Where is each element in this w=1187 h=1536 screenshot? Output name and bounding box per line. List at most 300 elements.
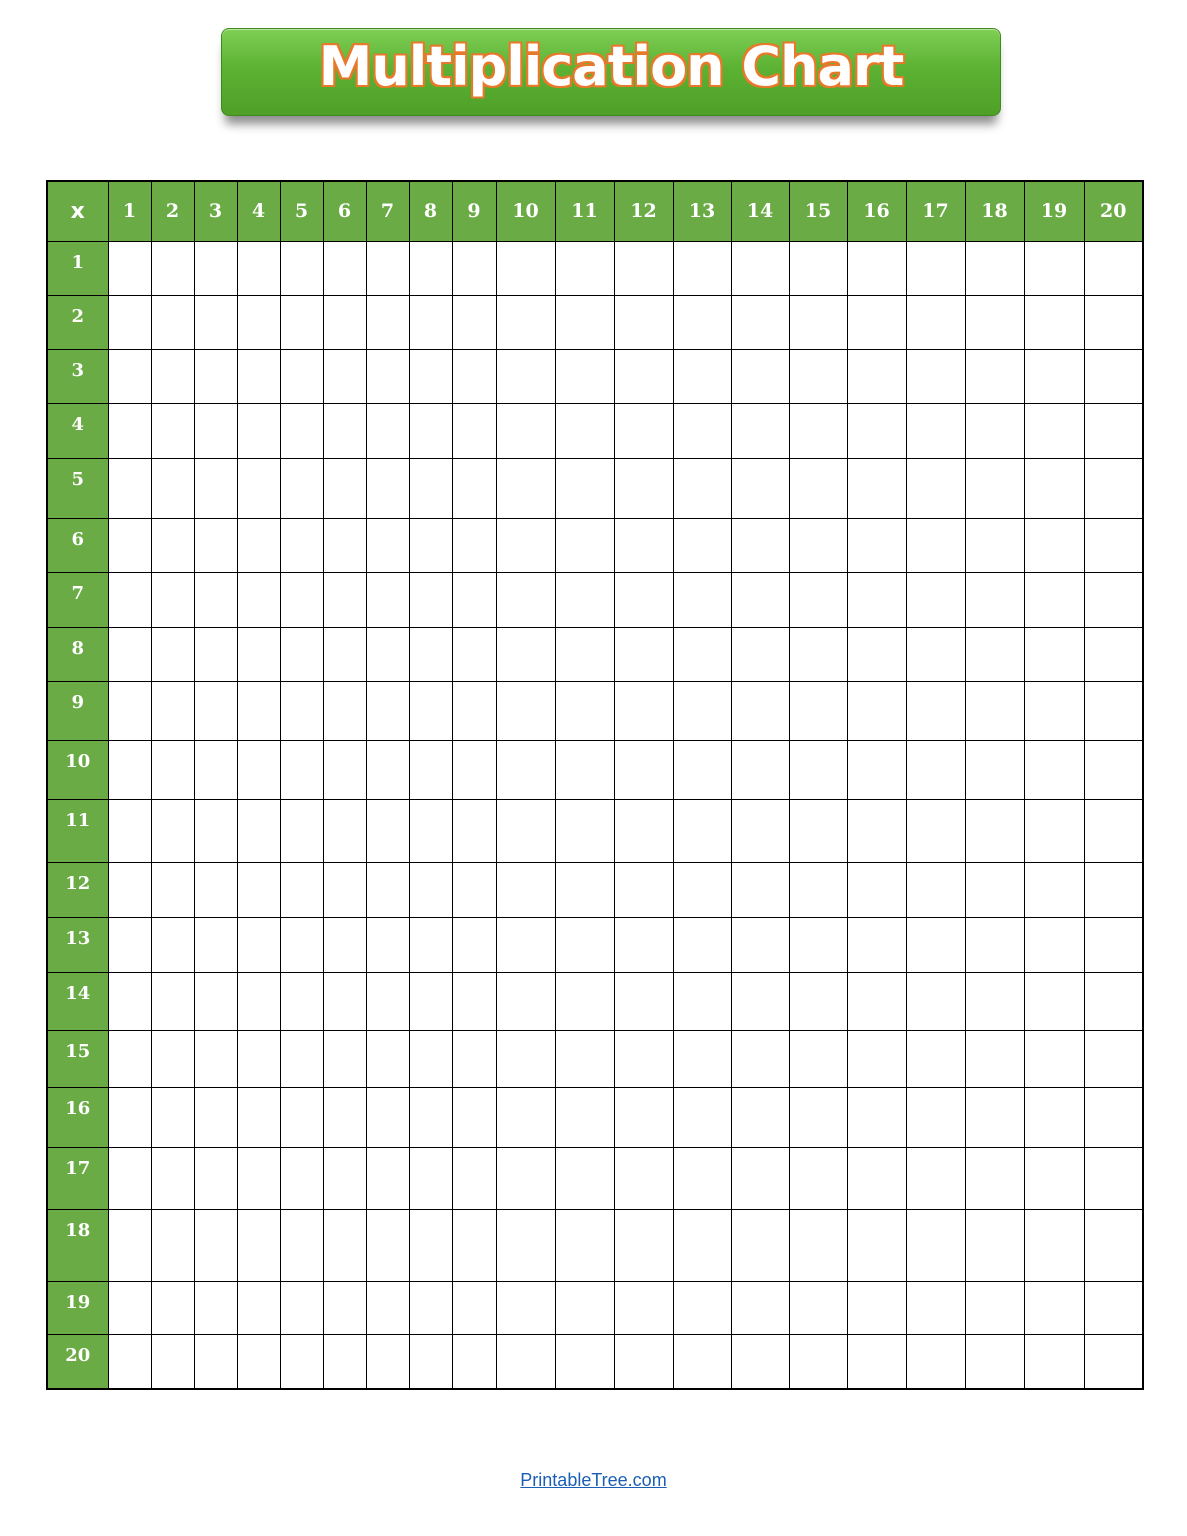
- answer-cell[interactable]: [496, 917, 555, 972]
- answer-cell[interactable]: [237, 681, 280, 740]
- answer-cell[interactable]: [496, 862, 555, 917]
- answer-cell[interactable]: [673, 573, 731, 627]
- answer-cell[interactable]: [673, 1281, 731, 1334]
- answer-cell[interactable]: [731, 1030, 789, 1087]
- answer-cell[interactable]: [555, 458, 614, 518]
- answer-cell[interactable]: [555, 1148, 614, 1210]
- answer-cell[interactable]: [108, 1210, 151, 1281]
- answer-cell[interactable]: [452, 862, 496, 917]
- answer-cell[interactable]: [496, 573, 555, 627]
- answer-cell[interactable]: [194, 1281, 237, 1334]
- answer-cell[interactable]: [151, 800, 194, 862]
- answer-cell[interactable]: [847, 1335, 906, 1389]
- answer-cell[interactable]: [237, 1148, 280, 1210]
- answer-cell[interactable]: [614, 1148, 673, 1210]
- answer-cell[interactable]: [1024, 1210, 1084, 1281]
- answer-cell[interactable]: [555, 404, 614, 458]
- answer-cell[interactable]: [1024, 1335, 1084, 1389]
- answer-cell[interactable]: [280, 917, 323, 972]
- answer-cell[interactable]: [1024, 681, 1084, 740]
- answer-cell[interactable]: [614, 681, 673, 740]
- answer-cell[interactable]: [1024, 1087, 1084, 1147]
- answer-cell[interactable]: [496, 404, 555, 458]
- answer-cell[interactable]: [965, 1087, 1024, 1147]
- answer-cell[interactable]: [614, 350, 673, 404]
- answer-cell[interactable]: [237, 627, 280, 681]
- answer-cell[interactable]: [366, 800, 409, 862]
- answer-cell[interactable]: [1024, 295, 1084, 349]
- answer-cell[interactable]: [366, 573, 409, 627]
- answer-cell[interactable]: [789, 1281, 847, 1334]
- answer-cell[interactable]: [151, 458, 194, 518]
- answer-cell[interactable]: [906, 741, 965, 800]
- answer-cell[interactable]: [555, 573, 614, 627]
- answer-cell[interactable]: [965, 800, 1024, 862]
- answer-cell[interactable]: [614, 458, 673, 518]
- answer-cell[interactable]: [108, 458, 151, 518]
- answer-cell[interactable]: [731, 627, 789, 681]
- answer-cell[interactable]: [614, 917, 673, 972]
- answer-cell[interactable]: [409, 404, 452, 458]
- answer-cell[interactable]: [673, 1087, 731, 1147]
- answer-cell[interactable]: [194, 917, 237, 972]
- answer-cell[interactable]: [731, 573, 789, 627]
- answer-cell[interactable]: [366, 458, 409, 518]
- answer-cell[interactable]: [366, 295, 409, 349]
- answer-cell[interactable]: [673, 241, 731, 295]
- answer-cell[interactable]: [731, 862, 789, 917]
- answer-cell[interactable]: [789, 917, 847, 972]
- answer-cell[interactable]: [237, 1281, 280, 1334]
- answer-cell[interactable]: [452, 241, 496, 295]
- answer-cell[interactable]: [366, 1087, 409, 1147]
- answer-cell[interactable]: [496, 1335, 555, 1389]
- answer-cell[interactable]: [965, 350, 1024, 404]
- answer-cell[interactable]: [673, 681, 731, 740]
- answer-cell[interactable]: [323, 518, 366, 572]
- answer-cell[interactable]: [847, 741, 906, 800]
- answer-cell[interactable]: [789, 741, 847, 800]
- answer-cell[interactable]: [108, 741, 151, 800]
- answer-cell[interactable]: [731, 1335, 789, 1389]
- answer-cell[interactable]: [496, 1148, 555, 1210]
- answer-cell[interactable]: [614, 295, 673, 349]
- answer-cell[interactable]: [409, 458, 452, 518]
- answer-cell[interactable]: [108, 404, 151, 458]
- answer-cell[interactable]: [323, 458, 366, 518]
- answer-cell[interactable]: [1084, 1335, 1143, 1389]
- answer-cell[interactable]: [673, 1148, 731, 1210]
- answer-cell[interactable]: [409, 800, 452, 862]
- answer-cell[interactable]: [280, 458, 323, 518]
- answer-cell[interactable]: [409, 1030, 452, 1087]
- answer-cell[interactable]: [280, 1281, 323, 1334]
- answer-cell[interactable]: [237, 295, 280, 349]
- answer-cell[interactable]: [323, 1087, 366, 1147]
- answer-cell[interactable]: [194, 973, 237, 1030]
- footer-link[interactable]: PrintableTree.com: [520, 1470, 667, 1490]
- answer-cell[interactable]: [965, 404, 1024, 458]
- answer-cell[interactable]: [906, 458, 965, 518]
- answer-cell[interactable]: [194, 862, 237, 917]
- answer-cell[interactable]: [555, 917, 614, 972]
- answer-cell[interactable]: [614, 1210, 673, 1281]
- answer-cell[interactable]: [965, 681, 1024, 740]
- answer-cell[interactable]: [452, 295, 496, 349]
- answer-cell[interactable]: [366, 973, 409, 1030]
- answer-cell[interactable]: [789, 681, 847, 740]
- answer-cell[interactable]: [789, 1210, 847, 1281]
- answer-cell[interactable]: [789, 573, 847, 627]
- answer-cell[interactable]: [151, 1148, 194, 1210]
- answer-cell[interactable]: [847, 973, 906, 1030]
- answer-cell[interactable]: [1084, 350, 1143, 404]
- answer-cell[interactable]: [731, 1281, 789, 1334]
- answer-cell[interactable]: [789, 862, 847, 917]
- answer-cell[interactable]: [614, 741, 673, 800]
- answer-cell[interactable]: [323, 404, 366, 458]
- answer-cell[interactable]: [906, 1210, 965, 1281]
- answer-cell[interactable]: [323, 681, 366, 740]
- answer-cell[interactable]: [151, 627, 194, 681]
- answer-cell[interactable]: [280, 350, 323, 404]
- answer-cell[interactable]: [366, 350, 409, 404]
- answer-cell[interactable]: [237, 862, 280, 917]
- answer-cell[interactable]: [280, 627, 323, 681]
- answer-cell[interactable]: [280, 1210, 323, 1281]
- answer-cell[interactable]: [673, 741, 731, 800]
- answer-cell[interactable]: [965, 862, 1024, 917]
- answer-cell[interactable]: [496, 518, 555, 572]
- answer-cell[interactable]: [965, 973, 1024, 1030]
- answer-cell[interactable]: [847, 458, 906, 518]
- answer-cell[interactable]: [906, 350, 965, 404]
- answer-cell[interactable]: [555, 295, 614, 349]
- answer-cell[interactable]: [847, 241, 906, 295]
- answer-cell[interactable]: [1084, 741, 1143, 800]
- answer-cell[interactable]: [409, 295, 452, 349]
- answer-cell[interactable]: [237, 518, 280, 572]
- answer-cell[interactable]: [731, 1087, 789, 1147]
- answer-cell[interactable]: [1084, 917, 1143, 972]
- answer-cell[interactable]: [1024, 573, 1084, 627]
- answer-cell[interactable]: [673, 862, 731, 917]
- answer-cell[interactable]: [452, 518, 496, 572]
- answer-cell[interactable]: [323, 1335, 366, 1389]
- answer-cell[interactable]: [237, 1087, 280, 1147]
- answer-cell[interactable]: [555, 681, 614, 740]
- answer-cell[interactable]: [409, 741, 452, 800]
- answer-cell[interactable]: [194, 573, 237, 627]
- answer-cell[interactable]: [452, 973, 496, 1030]
- answer-cell[interactable]: [151, 973, 194, 1030]
- answer-cell[interactable]: [1084, 518, 1143, 572]
- answer-cell[interactable]: [731, 1148, 789, 1210]
- answer-cell[interactable]: [108, 1148, 151, 1210]
- answer-cell[interactable]: [452, 458, 496, 518]
- answer-cell[interactable]: [1024, 627, 1084, 681]
- answer-cell[interactable]: [555, 1087, 614, 1147]
- answer-cell[interactable]: [280, 800, 323, 862]
- answer-cell[interactable]: [965, 627, 1024, 681]
- answer-cell[interactable]: [237, 1210, 280, 1281]
- answer-cell[interactable]: [1024, 518, 1084, 572]
- answer-cell[interactable]: [108, 862, 151, 917]
- answer-cell[interactable]: [194, 1210, 237, 1281]
- answer-cell[interactable]: [108, 681, 151, 740]
- answer-cell[interactable]: [1024, 800, 1084, 862]
- answer-cell[interactable]: [194, 1030, 237, 1087]
- answer-cell[interactable]: [452, 1087, 496, 1147]
- answer-cell[interactable]: [237, 458, 280, 518]
- answer-cell[interactable]: [108, 295, 151, 349]
- answer-cell[interactable]: [789, 1030, 847, 1087]
- answer-cell[interactable]: [965, 458, 1024, 518]
- answer-cell[interactable]: [673, 800, 731, 862]
- answer-cell[interactable]: [323, 627, 366, 681]
- answer-cell[interactable]: [280, 295, 323, 349]
- answer-cell[interactable]: [280, 1148, 323, 1210]
- answer-cell[interactable]: [614, 627, 673, 681]
- answer-cell[interactable]: [555, 1030, 614, 1087]
- answer-cell[interactable]: [452, 741, 496, 800]
- answer-cell[interactable]: [496, 1030, 555, 1087]
- answer-cell[interactable]: [1024, 350, 1084, 404]
- answer-cell[interactable]: [789, 458, 847, 518]
- answer-cell[interactable]: [1024, 1281, 1084, 1334]
- answer-cell[interactable]: [555, 627, 614, 681]
- answer-cell[interactable]: [1024, 862, 1084, 917]
- answer-cell[interactable]: [496, 800, 555, 862]
- answer-cell[interactable]: [194, 741, 237, 800]
- answer-cell[interactable]: [1024, 917, 1084, 972]
- answer-cell[interactable]: [194, 1335, 237, 1389]
- answer-cell[interactable]: [452, 404, 496, 458]
- answer-cell[interactable]: [1084, 973, 1143, 1030]
- answer-cell[interactable]: [906, 1087, 965, 1147]
- answer-cell[interactable]: [409, 350, 452, 404]
- answer-cell[interactable]: [731, 458, 789, 518]
- answer-cell[interactable]: [555, 862, 614, 917]
- answer-cell[interactable]: [673, 917, 731, 972]
- answer-cell[interactable]: [409, 917, 452, 972]
- answer-cell[interactable]: [323, 241, 366, 295]
- answer-cell[interactable]: [673, 404, 731, 458]
- answer-cell[interactable]: [280, 741, 323, 800]
- answer-cell[interactable]: [906, 917, 965, 972]
- answer-cell[interactable]: [906, 800, 965, 862]
- answer-cell[interactable]: [323, 973, 366, 1030]
- answer-cell[interactable]: [323, 1030, 366, 1087]
- answer-cell[interactable]: [614, 518, 673, 572]
- answer-cell[interactable]: [366, 518, 409, 572]
- answer-cell[interactable]: [555, 241, 614, 295]
- answer-cell[interactable]: [731, 295, 789, 349]
- answer-cell[interactable]: [965, 295, 1024, 349]
- answer-cell[interactable]: [108, 627, 151, 681]
- answer-cell[interactable]: [789, 404, 847, 458]
- answer-cell[interactable]: [906, 1030, 965, 1087]
- answer-cell[interactable]: [555, 973, 614, 1030]
- answer-cell[interactable]: [280, 1030, 323, 1087]
- answer-cell[interactable]: [731, 404, 789, 458]
- answer-cell[interactable]: [323, 295, 366, 349]
- answer-cell[interactable]: [366, 1335, 409, 1389]
- answer-cell[interactable]: [409, 1148, 452, 1210]
- answer-cell[interactable]: [673, 627, 731, 681]
- answer-cell[interactable]: [1084, 295, 1143, 349]
- answer-cell[interactable]: [965, 1030, 1024, 1087]
- answer-cell[interactable]: [731, 518, 789, 572]
- answer-cell[interactable]: [280, 518, 323, 572]
- answer-cell[interactable]: [366, 1281, 409, 1334]
- answer-cell[interactable]: [409, 862, 452, 917]
- answer-cell[interactable]: [906, 1148, 965, 1210]
- answer-cell[interactable]: [409, 681, 452, 740]
- answer-cell[interactable]: [409, 518, 452, 572]
- answer-cell[interactable]: [1084, 458, 1143, 518]
- answer-cell[interactable]: [108, 973, 151, 1030]
- answer-cell[interactable]: [366, 241, 409, 295]
- answer-cell[interactable]: [108, 518, 151, 572]
- answer-cell[interactable]: [151, 862, 194, 917]
- answer-cell[interactable]: [452, 1030, 496, 1087]
- answer-cell[interactable]: [906, 1281, 965, 1334]
- answer-cell[interactable]: [614, 862, 673, 917]
- answer-cell[interactable]: [789, 518, 847, 572]
- answer-cell[interactable]: [731, 741, 789, 800]
- answer-cell[interactable]: [280, 241, 323, 295]
- answer-cell[interactable]: [965, 518, 1024, 572]
- answer-cell[interactable]: [496, 1281, 555, 1334]
- answer-cell[interactable]: [280, 573, 323, 627]
- answer-cell[interactable]: [847, 295, 906, 349]
- answer-cell[interactable]: [731, 800, 789, 862]
- answer-cell[interactable]: [108, 1335, 151, 1389]
- answer-cell[interactable]: [280, 1087, 323, 1147]
- answer-cell[interactable]: [151, 295, 194, 349]
- answer-cell[interactable]: [1084, 404, 1143, 458]
- answer-cell[interactable]: [847, 1030, 906, 1087]
- answer-cell[interactable]: [965, 573, 1024, 627]
- answer-cell[interactable]: [673, 518, 731, 572]
- answer-cell[interactable]: [1024, 241, 1084, 295]
- answer-cell[interactable]: [496, 241, 555, 295]
- answer-cell[interactable]: [409, 241, 452, 295]
- answer-cell[interactable]: [906, 627, 965, 681]
- answer-cell[interactable]: [366, 862, 409, 917]
- answer-cell[interactable]: [1024, 1148, 1084, 1210]
- answer-cell[interactable]: [1084, 1210, 1143, 1281]
- answer-cell[interactable]: [789, 1335, 847, 1389]
- answer-cell[interactable]: [906, 404, 965, 458]
- answer-cell[interactable]: [847, 627, 906, 681]
- answer-cell[interactable]: [1084, 1087, 1143, 1147]
- answer-cell[interactable]: [555, 518, 614, 572]
- answer-cell[interactable]: [151, 350, 194, 404]
- answer-cell[interactable]: [194, 241, 237, 295]
- answer-cell[interactable]: [496, 458, 555, 518]
- answer-cell[interactable]: [237, 241, 280, 295]
- answer-cell[interactable]: [673, 350, 731, 404]
- answer-cell[interactable]: [194, 1148, 237, 1210]
- answer-cell[interactable]: [847, 681, 906, 740]
- answer-cell[interactable]: [789, 241, 847, 295]
- answer-cell[interactable]: [323, 862, 366, 917]
- answer-cell[interactable]: [194, 404, 237, 458]
- answer-cell[interactable]: [847, 404, 906, 458]
- answer-cell[interactable]: [906, 973, 965, 1030]
- answer-cell[interactable]: [194, 1087, 237, 1147]
- answer-cell[interactable]: [1084, 681, 1143, 740]
- answer-cell[interactable]: [108, 1030, 151, 1087]
- answer-cell[interactable]: [237, 1335, 280, 1389]
- answer-cell[interactable]: [731, 1210, 789, 1281]
- answer-cell[interactable]: [614, 800, 673, 862]
- answer-cell[interactable]: [323, 1148, 366, 1210]
- answer-cell[interactable]: [614, 1335, 673, 1389]
- answer-cell[interactable]: [151, 917, 194, 972]
- answer-cell[interactable]: [731, 681, 789, 740]
- answer-cell[interactable]: [731, 241, 789, 295]
- answer-cell[interactable]: [614, 241, 673, 295]
- answer-cell[interactable]: [555, 800, 614, 862]
- answer-cell[interactable]: [496, 741, 555, 800]
- answer-cell[interactable]: [452, 681, 496, 740]
- answer-cell[interactable]: [673, 1210, 731, 1281]
- answer-cell[interactable]: [280, 404, 323, 458]
- answer-cell[interactable]: [1084, 573, 1143, 627]
- answer-cell[interactable]: [965, 1335, 1024, 1389]
- answer-cell[interactable]: [237, 741, 280, 800]
- answer-cell[interactable]: [789, 350, 847, 404]
- answer-cell[interactable]: [906, 295, 965, 349]
- answer-cell[interactable]: [1084, 241, 1143, 295]
- answer-cell[interactable]: [452, 917, 496, 972]
- answer-cell[interactable]: [673, 973, 731, 1030]
- answer-cell[interactable]: [108, 1281, 151, 1334]
- answer-cell[interactable]: [237, 917, 280, 972]
- answer-cell[interactable]: [366, 741, 409, 800]
- answer-cell[interactable]: [847, 800, 906, 862]
- answer-cell[interactable]: [906, 862, 965, 917]
- answer-cell[interactable]: [237, 404, 280, 458]
- answer-cell[interactable]: [151, 681, 194, 740]
- answer-cell[interactable]: [1084, 800, 1143, 862]
- answer-cell[interactable]: [452, 350, 496, 404]
- answer-cell[interactable]: [280, 973, 323, 1030]
- answer-cell[interactable]: [409, 1210, 452, 1281]
- answer-cell[interactable]: [237, 350, 280, 404]
- answer-cell[interactable]: [366, 627, 409, 681]
- answer-cell[interactable]: [151, 1210, 194, 1281]
- answer-cell[interactable]: [614, 404, 673, 458]
- answer-cell[interactable]: [1024, 404, 1084, 458]
- answer-cell[interactable]: [366, 1148, 409, 1210]
- answer-cell[interactable]: [366, 1030, 409, 1087]
- answer-cell[interactable]: [673, 1030, 731, 1087]
- answer-cell[interactable]: [673, 458, 731, 518]
- answer-cell[interactable]: [452, 1148, 496, 1210]
- answer-cell[interactable]: [965, 741, 1024, 800]
- answer-cell[interactable]: [452, 627, 496, 681]
- answer-cell[interactable]: [496, 681, 555, 740]
- answer-cell[interactable]: [789, 295, 847, 349]
- answer-cell[interactable]: [108, 1087, 151, 1147]
- answer-cell[interactable]: [151, 1335, 194, 1389]
- answer-cell[interactable]: [452, 1335, 496, 1389]
- answer-cell[interactable]: [237, 1030, 280, 1087]
